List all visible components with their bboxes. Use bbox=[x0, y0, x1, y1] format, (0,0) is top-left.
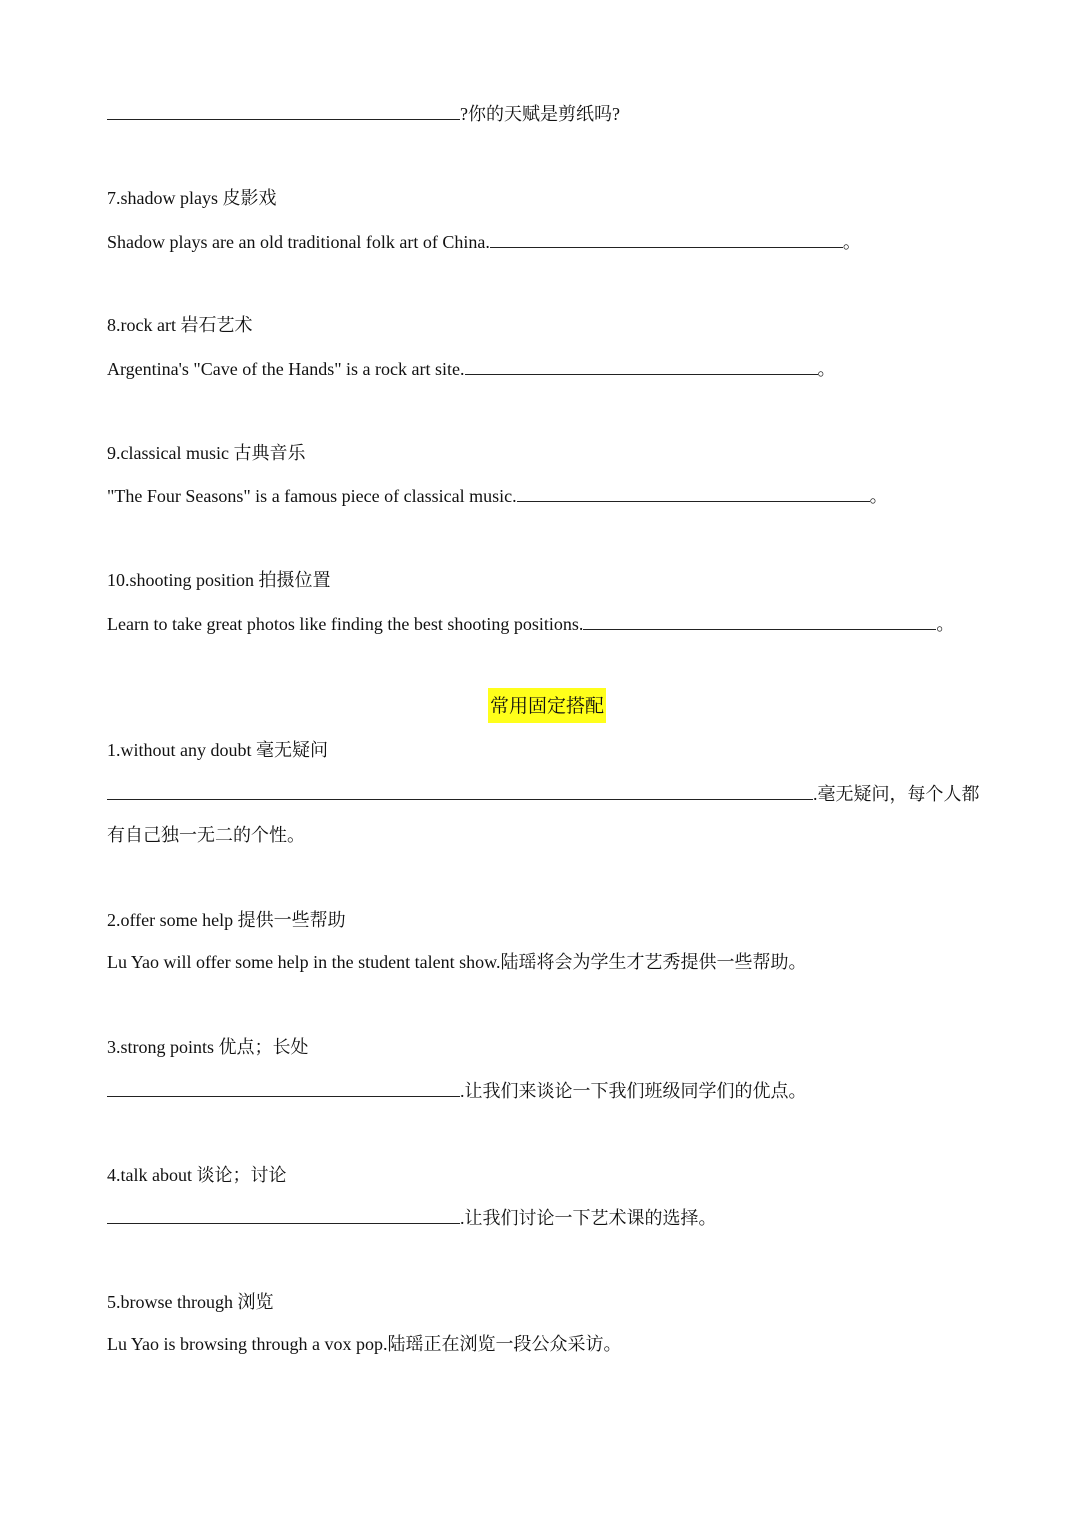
exercise-9-sentence-line bbox=[107, 484, 888, 506]
phrase-1-sentence-line bbox=[107, 782, 980, 804]
phrase-4-chinese-sentence: .让我们讨论一下艺术课的选择。 bbox=[460, 1208, 717, 1228]
phrase-4-heading: 4.talk about 谈论；讨论 bbox=[107, 1165, 287, 1185]
answer-blank[interactable] bbox=[107, 1079, 460, 1097]
answer-blank[interactable] bbox=[107, 782, 813, 800]
exercise-9-heading: 9.classical music 古典音乐 bbox=[107, 443, 306, 463]
exercise-10-english-sentence: Learn to take great photos like finding the best shooting positions. bbox=[107, 614, 584, 634]
exercise-8-sentence-line bbox=[107, 357, 836, 379]
phrase-1-heading: 1.without any doubt 毫无疑问 bbox=[107, 740, 328, 760]
sentence-end-mark: 。 bbox=[817, 359, 836, 379]
answer-blank[interactable] bbox=[583, 612, 936, 630]
phrase-3-heading: 3.strong points 优点；长处 bbox=[107, 1037, 309, 1057]
exercise-8-heading: 8.rock art 岩石艺术 bbox=[107, 315, 253, 335]
phrase-5-sentence: Lu Yao is browsing through a vox pop.陆瑶正在浏览一段公众采访。 bbox=[107, 1334, 622, 1354]
phrase-2-heading: 2.offer some help 提供一些帮助 bbox=[107, 910, 346, 930]
exercise-7-english-sentence: Shadow plays are an old traditional folk art of China. bbox=[107, 232, 490, 252]
phrase-1-chinese-part1: .毫无疑问，每个人都 bbox=[813, 784, 980, 804]
phrase-1-chinese-part2: 有自己独一无二的个性。 bbox=[107, 825, 305, 845]
exercise-9-english-sentence: "The Four Seasons" is a famous piece of classical music. bbox=[107, 486, 517, 506]
exercise-8-english-sentence: Argentina's "Cave of the Hands" is a rock art site. bbox=[107, 359, 465, 379]
answer-blank[interactable] bbox=[107, 1206, 460, 1224]
sentence-end-mark: 。 bbox=[936, 614, 955, 634]
answer-blank[interactable] bbox=[107, 102, 460, 120]
sentence-end-mark: 。 bbox=[842, 232, 861, 252]
exercise-7-heading: 7.shadow plays 皮影戏 bbox=[107, 188, 277, 208]
section-title-highlighted: 常用固定搭配 bbox=[488, 688, 606, 723]
answer-blank[interactable] bbox=[490, 230, 843, 248]
sentence-end-mark: 。 bbox=[869, 486, 888, 506]
phrase-5-heading: 5.browse through 浏览 bbox=[107, 1292, 274, 1312]
answer-blank[interactable] bbox=[465, 357, 818, 375]
phrase-3-chinese-sentence: .让我们来谈论一下我们班级同学们的优点。 bbox=[460, 1081, 807, 1101]
phrase-4-sentence-line bbox=[107, 1206, 717, 1228]
exercise-6-chinese-sentence: ?你的天赋是剪纸吗? bbox=[460, 104, 620, 124]
phrase-3-sentence-line bbox=[107, 1079, 807, 1101]
answer-blank[interactable] bbox=[517, 484, 870, 502]
exercise-6-chinese-line bbox=[107, 102, 620, 124]
exercise-10-sentence-line bbox=[107, 612, 954, 634]
phrase-2-sentence: Lu Yao will offer some help in the student talent show.陆瑶将会为学生才艺秀提供一些帮助。 bbox=[107, 952, 807, 972]
exercise-10-heading: 10.shooting position 拍摄位置 bbox=[107, 570, 331, 590]
exercise-7-sentence-line bbox=[107, 230, 861, 252]
